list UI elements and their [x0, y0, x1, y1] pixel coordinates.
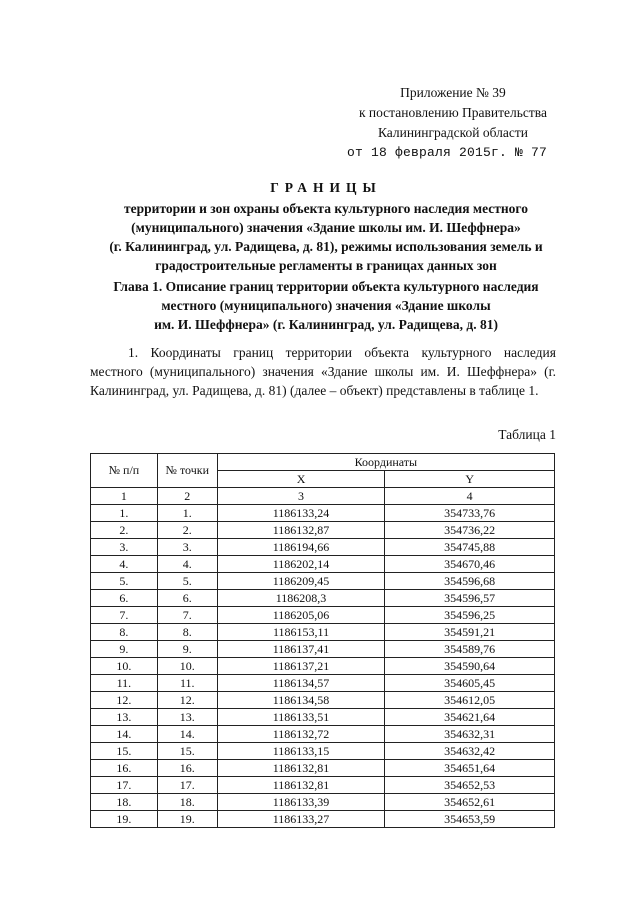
table-row: [91, 811, 555, 828]
row-number-cell: 18.: [91, 794, 158, 811]
x-coordinate-cell: 1186137,21: [217, 658, 385, 675]
row-number-cell: 9.: [91, 641, 158, 658]
y-coordinate-cell: 354652,61: [385, 794, 555, 811]
index-row: [91, 488, 555, 505]
index-cell: 4: [385, 488, 555, 505]
row-number-cell: 10.: [91, 658, 158, 675]
point-number-cell: 8.: [157, 624, 217, 641]
title-line: (г. Калининград, ул. Радищева, д. 81), режимы использования земель и: [109, 239, 543, 254]
index-cell: 1: [91, 488, 158, 505]
table-row: [91, 607, 555, 624]
x-coordinate-cell: 1186137,41: [217, 641, 385, 658]
appendix-header: [346, 83, 547, 163]
y-coordinate-cell: 354612,05: [385, 692, 555, 709]
point-number-cell: 9.: [157, 641, 217, 658]
x-coordinate-cell: 1186208,3: [217, 590, 385, 607]
table-body: [91, 505, 555, 828]
table-row: [91, 556, 555, 573]
row-number-cell: 3.: [91, 539, 158, 556]
table-row: [91, 539, 555, 556]
x-coordinate-cell: 1186133,51: [217, 709, 385, 726]
y-coordinate-cell: 354736,22: [385, 522, 555, 539]
point-number-cell: 18.: [157, 794, 217, 811]
x-coordinate-cell: 1186133,24: [217, 505, 385, 522]
table-row: [91, 709, 555, 726]
row-number-cell: 16.: [91, 760, 158, 777]
y-coordinate-cell: 354596,68: [385, 573, 555, 590]
y-coordinate-cell: 354596,25: [385, 607, 555, 624]
index-cell: 3: [217, 488, 385, 505]
table-row: [91, 624, 555, 641]
point-number-cell: 17.: [157, 777, 217, 794]
table-row: [91, 658, 555, 675]
body-paragraph: 1. Координаты границ территории объекта культурного наследия местного (муниципального) значения «Здание школы им. И. Шеффнера» (г. Калининград, ул. Радищева, д. 81) (далее – объект) представлены в таблице 1.: [90, 345, 556, 398]
row-number-cell: 12.: [91, 692, 158, 709]
y-coordinate-cell: 354745,88: [385, 539, 555, 556]
row-number-cell: 7.: [91, 607, 158, 624]
point-number-cell: 1.: [157, 505, 217, 522]
point-number-cell: 12.: [157, 692, 217, 709]
row-number-cell: 6.: [91, 590, 158, 607]
x-coordinate-cell: 1186194,66: [217, 539, 385, 556]
table-row: [91, 522, 555, 539]
x-coordinate-cell: 1186132,81: [217, 777, 385, 794]
y-coordinate-cell: 354596,57: [385, 590, 555, 607]
table-row: [91, 760, 555, 777]
table-row: [91, 675, 555, 692]
document-title: [88, 178, 564, 275]
row-number-cell: 15.: [91, 743, 158, 760]
table-row: [91, 641, 555, 658]
x-coordinate-cell: 1186133,39: [217, 794, 385, 811]
point-number-cell: 14.: [157, 726, 217, 743]
point-number-cell: 5.: [157, 573, 217, 590]
row-number-cell: 8.: [91, 624, 158, 641]
table-row: [91, 743, 555, 760]
row-number-cell: 1.: [91, 505, 158, 522]
x-coordinate-cell: 1186132,72: [217, 726, 385, 743]
chapter-line: Глава 1. Описание границ территории объекта культурного наследия: [113, 279, 539, 294]
header-row-number: № п/п: [91, 454, 158, 488]
x-coordinate-cell: 1186209,45: [217, 573, 385, 590]
y-coordinate-cell: 354651,64: [385, 760, 555, 777]
x-coordinate-cell: 1186133,15: [217, 743, 385, 760]
y-coordinate-cell: 354589,76: [385, 641, 555, 658]
y-coordinate-cell: 354652,53: [385, 777, 555, 794]
point-number-cell: 4.: [157, 556, 217, 573]
row-number-cell: 13.: [91, 709, 158, 726]
x-coordinate-cell: 1186205,06: [217, 607, 385, 624]
x-coordinate-cell: 1186134,58: [217, 692, 385, 709]
y-coordinate-cell: 354733,76: [385, 505, 555, 522]
table-row: [91, 573, 555, 590]
x-coordinate-cell: 1186133,27: [217, 811, 385, 828]
appendix-date: от 18 февраля 2015г. № 77: [346, 145, 547, 160]
title-line: (муниципального) значения «Здание школы им. И. Шеффнера»: [131, 220, 521, 235]
table-row: [91, 726, 555, 743]
y-coordinate-cell: 354590,64: [385, 658, 555, 675]
row-number-cell: 5.: [91, 573, 158, 590]
title-line: территории и зон охраны объекта культурного наследия местного: [124, 201, 528, 216]
x-coordinate-cell: 1186132,81: [217, 760, 385, 777]
table-row: [91, 777, 555, 794]
x-coordinate-cell: 1186134,57: [217, 675, 385, 692]
appendix-resolution: к постановлению Правительства: [358, 105, 547, 120]
point-number-cell: 11.: [157, 675, 217, 692]
table-row: [91, 590, 555, 607]
row-number-cell: 14.: [91, 726, 158, 743]
x-coordinate-cell: 1186132,87: [217, 522, 385, 539]
point-number-cell: 13.: [157, 709, 217, 726]
coordinates-table: [90, 453, 555, 828]
table-row: [91, 794, 555, 811]
point-number-cell: 10.: [157, 658, 217, 675]
x-coordinate-cell: 1186202,14: [217, 556, 385, 573]
appendix-region: Калининградской области: [377, 125, 528, 140]
row-number-cell: 17.: [91, 777, 158, 794]
row-number-cell: 2.: [91, 522, 158, 539]
row-number-cell: 19.: [91, 811, 158, 828]
y-coordinate-cell: 354632,31: [385, 726, 555, 743]
point-number-cell: 7.: [157, 607, 217, 624]
header-x: X: [217, 471, 385, 488]
point-number-cell: 3.: [157, 539, 217, 556]
row-number-cell: 11.: [91, 675, 158, 692]
point-number-cell: 19.: [157, 811, 217, 828]
point-number-cell: 2.: [157, 522, 217, 539]
table-caption: Таблица 1: [498, 427, 556, 442]
chapter-line: им. И. Шеффнера» (г. Калининград, ул. Радищева, д. 81): [154, 317, 498, 332]
point-number-cell: 6.: [157, 590, 217, 607]
header-y: Y: [385, 471, 555, 488]
title-line: градостроительные регламенты в границах данных зон: [155, 258, 497, 273]
index-cell: 2: [157, 488, 217, 505]
y-coordinate-cell: 354605,45: [385, 675, 555, 692]
header-point-number: № точки: [157, 454, 217, 488]
point-number-cell: 16.: [157, 760, 217, 777]
y-coordinate-cell: 354591,21: [385, 624, 555, 641]
row-number-cell: 4.: [91, 556, 158, 573]
y-coordinate-cell: 354653,59: [385, 811, 555, 828]
appendix-number: Приложение № 39: [400, 85, 506, 100]
header-coordinates: Координаты: [217, 454, 554, 471]
x-coordinate-cell: 1186153,11: [217, 624, 385, 641]
point-number-cell: 15.: [157, 743, 217, 760]
table-row: [91, 505, 555, 522]
table-row: [91, 692, 555, 709]
y-coordinate-cell: 354632,42: [385, 743, 555, 760]
title-heading: ГРАНИЦЫ: [270, 180, 382, 195]
y-coordinate-cell: 354670,46: [385, 556, 555, 573]
chapter-heading: [88, 277, 564, 334]
chapter-line: местного (муниципального) значения «Здание школы: [161, 298, 491, 313]
y-coordinate-cell: 354621,64: [385, 709, 555, 726]
